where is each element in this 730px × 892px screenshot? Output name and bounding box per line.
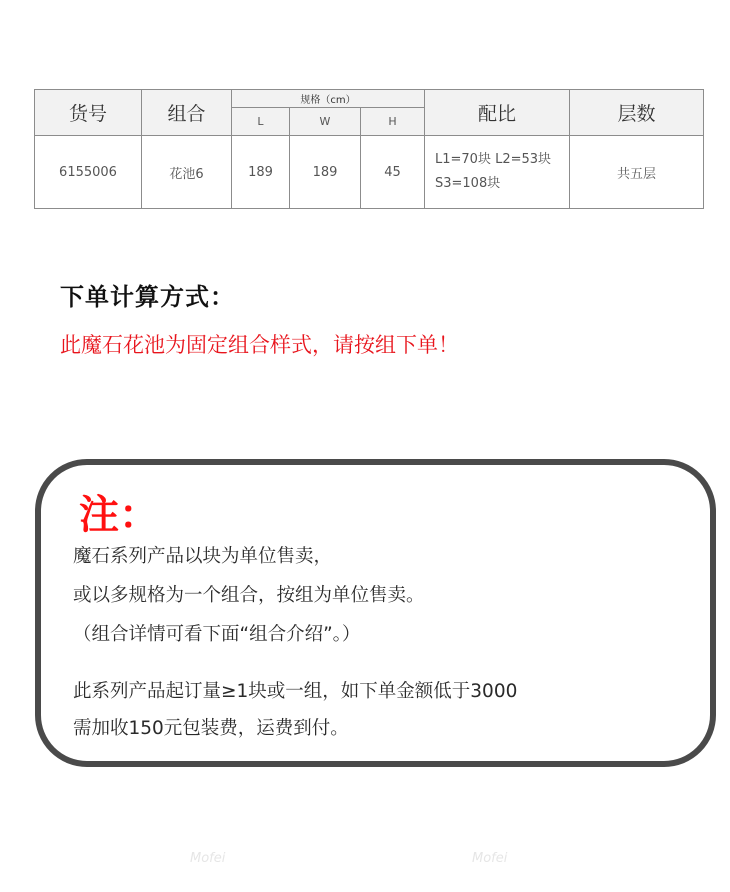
header-h: H	[361, 108, 425, 136]
note-title: 注：	[79, 492, 159, 538]
ratio-line-2: S3=108块	[435, 176, 501, 191]
watermark-logo: Mofei	[472, 851, 508, 866]
header-layers: 层数	[570, 90, 704, 136]
cell-item-no: 6155006	[35, 136, 142, 209]
note-box	[35, 459, 716, 767]
header-ratio: 配比	[425, 90, 570, 136]
cell-l: 189	[232, 136, 290, 209]
note-line-3: （组合详情可看下面“组合介绍”。）	[73, 624, 361, 645]
header-combo: 组合	[142, 90, 232, 136]
cell-combo: 花池6	[142, 136, 232, 209]
watermark-logo: Mofei	[190, 851, 226, 866]
note-line-4: 此系列产品起订量≥1块或一组，如下单金额低于3000	[73, 681, 518, 702]
cell-w: 189	[290, 136, 361, 209]
cell-ratio	[425, 136, 570, 209]
note-line-2: 或以多规格为一个组合，按组为单位售卖。	[73, 585, 425, 606]
cell-h: 45	[361, 136, 425, 209]
calc-notice: 此魔石花池为固定组合样式，请按组下单！	[60, 333, 459, 357]
header-spec: 规格（cm）	[232, 90, 425, 108]
header-w: W	[290, 108, 361, 136]
header-l: L	[232, 108, 290, 136]
note-line-1: 魔石系列产品以块为单位售卖，	[73, 546, 333, 567]
note-line-5: 需加收150元包装费，运费到付。	[73, 718, 349, 739]
table-row	[35, 136, 704, 209]
spec-table	[34, 89, 704, 209]
ratio-line-1: L1=70块 L2=53块	[435, 152, 552, 167]
header-item-no: 货号	[35, 90, 142, 136]
cell-layers: 共五层	[570, 136, 704, 209]
calc-heading: 下单计算方式：	[60, 283, 235, 311]
